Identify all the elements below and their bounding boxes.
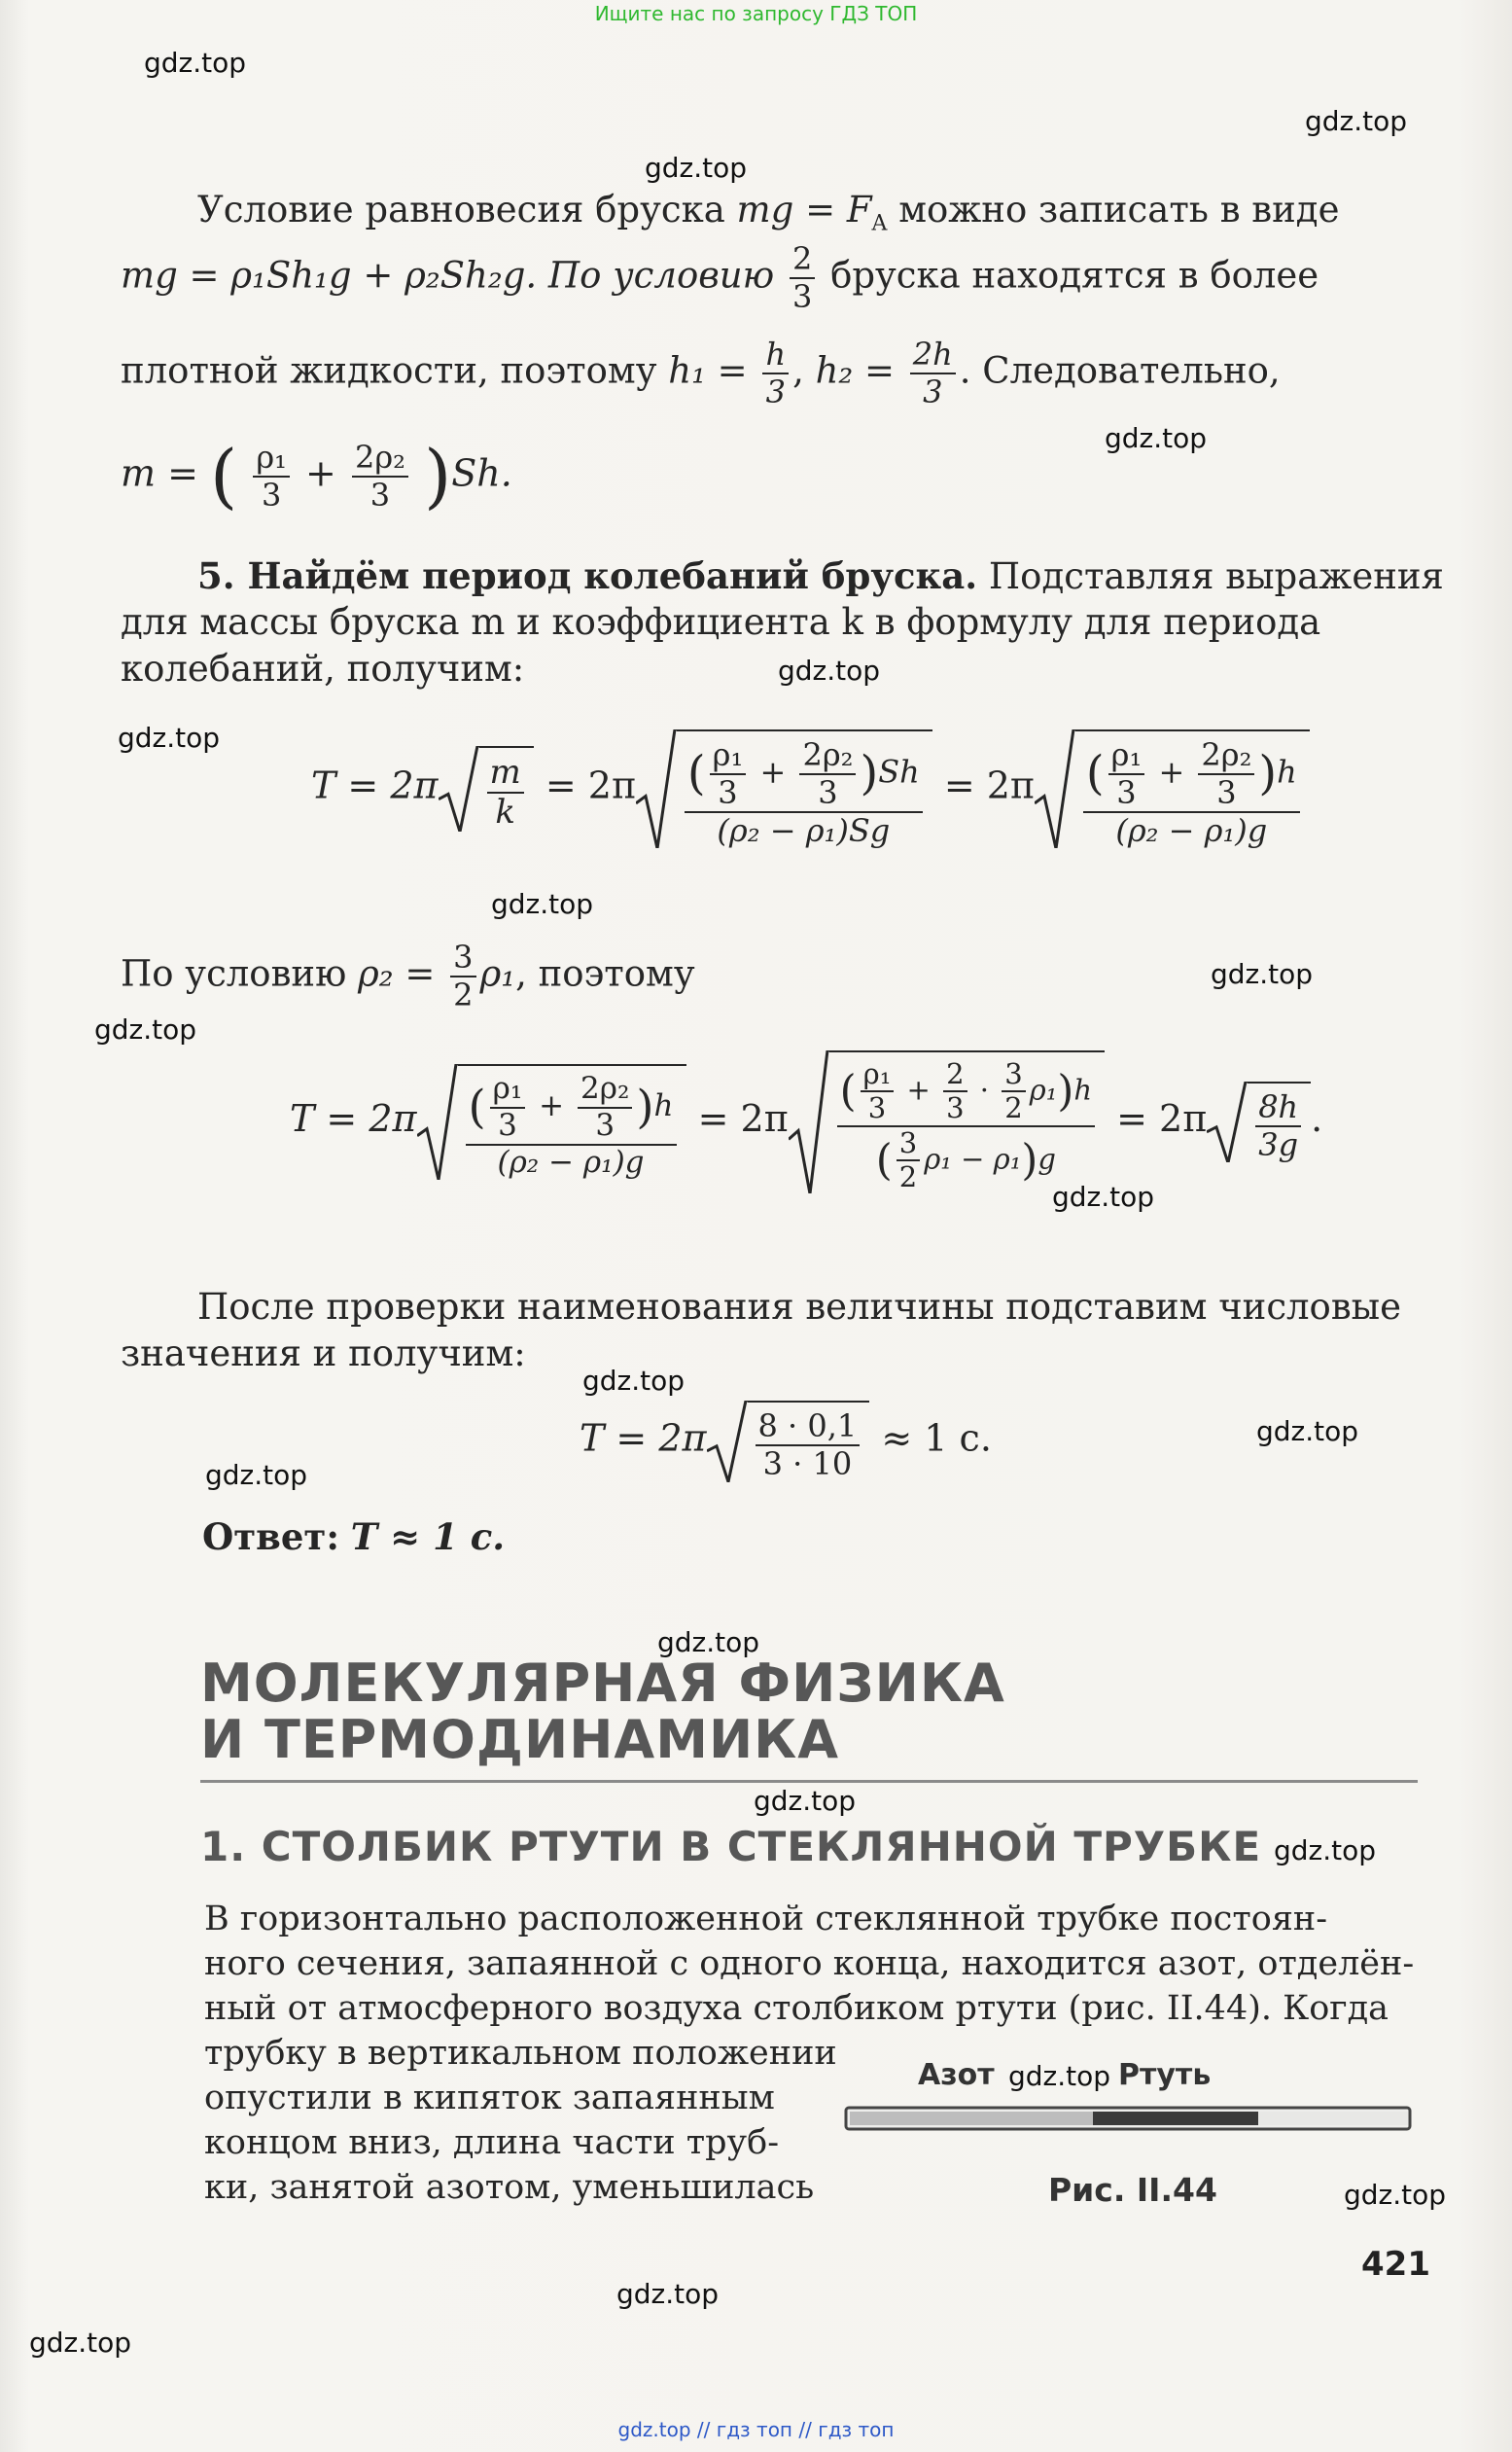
figure-label-nitrogen: Азот (918, 2058, 995, 2092)
section-title-line-1: МОЛЕКУЛЯРНАЯ ФИЗИКА (200, 1652, 1005, 1714)
section-title-line-2: И ТЕРМОДИНАМИКА (200, 1709, 840, 1770)
problem-line-6: концом вниз, длина части труб- (204, 2123, 780, 2162)
answer-line: Ответ: T ≈ 1 с. (202, 1515, 506, 1558)
mercury-column (1093, 2112, 1258, 2125)
top-banner[interactable]: Ищите нас по запросу ГДЗ ТОП (594, 2, 918, 25)
period-formula-2: T = 2π ( $\frac{\text{ρ₁}}{3}$ + $\frac{\text{2ρ₂}}{3}$ )h (ρ₂ − ρ₁)g = 2π ( $\frac{\text{ρ₁}}{3}$ + $\frac{2}{3}$ · $\frac{3}{2}$ ρ₁)h ( $\frac{3}{2}$ ρ₁ − ρ₁)g = 2π $\frac{8h}{3g}$ . (290, 1050, 1322, 1193)
section-subtitle: 1. СТОЛБИК РТУТИ В СТЕКЛЯННОЙ ТРУБКЕ (200, 1823, 1262, 1870)
watermark: gdz.top (1344, 2179, 1447, 2211)
mass-formula: m = ( $\frac{\text{ρ₁}}{3}$ + $\frac{\text{2ρ₂}}{3}$ )Sh. (121, 436, 512, 517)
check-line-2: значения и получим: (121, 1333, 526, 1374)
numeric-formula: T = 2π $\frac{8 \cdot 0,1}{3 \cdot 10}$ ≈ 1 с. (580, 1401, 992, 1482)
watermark: gdz.top (1274, 1834, 1377, 1866)
equilibrium-line-2: mg = ρ₁Sh₁g + ρ₂Sh₂g. По условию $\frac{2}{3}$ бруска находятся в более (121, 240, 1319, 315)
figure-caption: Рис. II.44 (1048, 2171, 1217, 2209)
figure-label-mercury: Ртуть (1118, 2058, 1212, 2092)
watermark: gdz.top (657, 1626, 760, 1658)
watermark: gdz.top (1052, 1181, 1155, 1213)
condition-line: По условию ρ₂ = $\frac{3}{2}$ ρ₁, поэтому (121, 939, 695, 1013)
watermark: gdz.top (205, 1459, 308, 1491)
watermark: gdz.top (94, 1013, 197, 1046)
watermark: gdz.top (1105, 422, 1208, 454)
watermark: gdz.top (645, 152, 748, 184)
air-column (1258, 2112, 1408, 2125)
equilibrium-line-1: Условие равновесия бруска mg = $F_A$ можно записать в виде (197, 189, 1340, 236)
problem-line-4: трубку в вертикальном положении (204, 2034, 837, 2073)
watermark: gdz.top (1008, 2060, 1111, 2092)
problem-line-1: В горизонтально расположенной стеклянной трубке постоян- (204, 1900, 1328, 1938)
watermark: gdz.top (118, 722, 221, 754)
watermark: gdz.top (616, 2278, 720, 2310)
nitrogen-column (850, 2112, 1093, 2125)
step5-line-1: 5. Найдём период колебаний бруска. Подставляя выражения (197, 554, 1444, 597)
watermark: gdz.top (582, 1365, 686, 1397)
equilibrium-line-3: плотной жидкости, поэтому h₁ = $\frac{h}{3}$ , h₂ = $\frac{2h}{3}$ . Следовательно, (121, 336, 1281, 410)
section-rule (200, 1780, 1418, 1783)
watermark: gdz.top (1211, 958, 1314, 990)
glass-tube-figure (844, 2103, 1414, 2136)
problem-line-2: ного сечения, запаянной с одного конца, находится азот, отделён- (204, 1944, 1415, 1983)
bottom-banner[interactable]: gdz.top // гдз топ // гдз топ (617, 2418, 895, 2441)
watermark: gdz.top (778, 655, 881, 687)
problem-line-5: опустили в кипяток запаянным (204, 2079, 775, 2117)
period-formula-1: T = 2π $\frac{m}{k}$ = 2π ( $\frac{\text{ρ₁}}{3}$ + $\frac{\text{2ρ₂}}{3}$ )Sh (ρ₂ − ρ₁)Sg = 2π ( $\frac{\text{ρ₁}}{3}$ + $\frac{\text{2ρ₂}}{3}$ )h (ρ₂ − ρ₁)g (311, 729, 1310, 848)
watermark: gdz.top (1256, 1415, 1359, 1447)
check-line-1: После проверки наименования величины подставим числовые (197, 1286, 1402, 1328)
watermark: gdz.top (144, 47, 247, 79)
watermark: gdz.top (1305, 105, 1408, 137)
watermark: gdz.top (491, 888, 594, 920)
page-number: 421 (1361, 2245, 1430, 2284)
step5-line-2: для массы бруска m и коэффициента k в формулу для периода (121, 601, 1321, 643)
step5-line-3: колебаний, получим: (121, 648, 525, 690)
problem-line-3: ный от атмосферного воздуха столбиком ртути (рис. II.44). Когда (204, 1989, 1389, 2028)
watermark: gdz.top (29, 2327, 132, 2359)
watermark: gdz.top (754, 1785, 857, 1817)
problem-line-7: ки, занятой азотом, уменьшилась (204, 2168, 815, 2207)
